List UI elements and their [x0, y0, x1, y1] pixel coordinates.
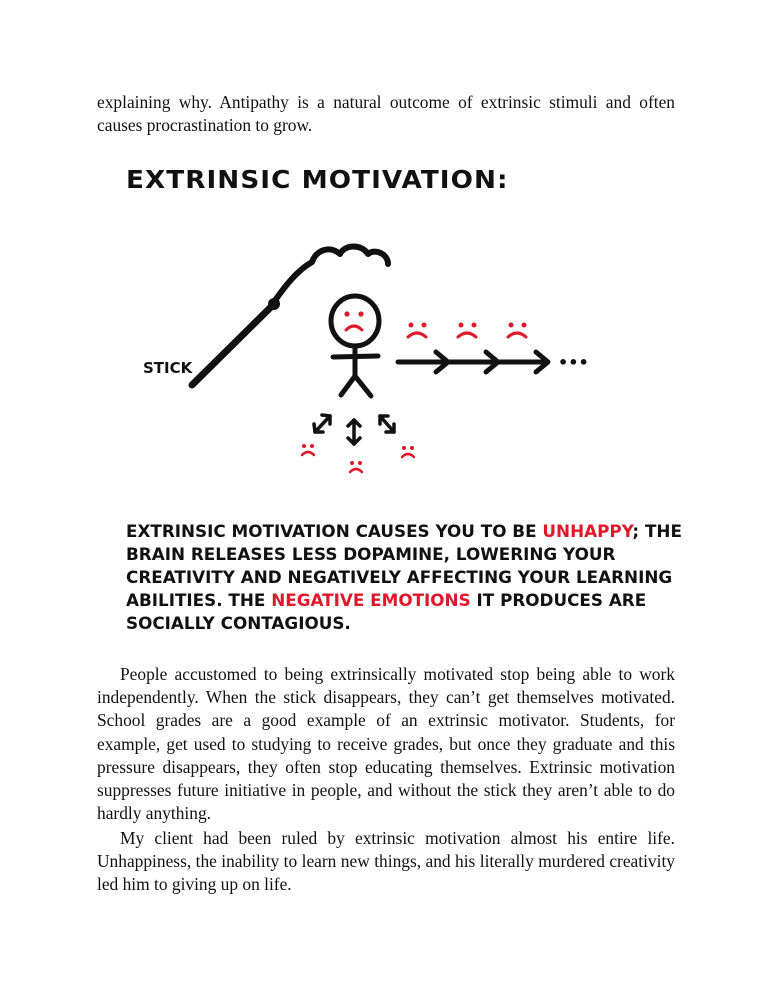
paragraph-top: explaining why. Antipathy is a natural outcome of extrinsic stimuli and often causes procrastination to grow. [97, 92, 675, 136]
sad-face-icon [458, 323, 477, 338]
stick-figure [331, 296, 379, 396]
caption-text: IT PRODUCES ARE SOCIALLY CONTAGIOUS. [126, 590, 647, 633]
ellipsis: ••• [558, 353, 589, 372]
sad-face-icon [350, 461, 362, 472]
sad-face-icon [402, 446, 414, 457]
caption-text: EXTRINSIC MOTIVATION CAUSES YOU TO BE [126, 521, 543, 541]
stick-drawing [192, 247, 388, 386]
paragraph-last: My client had been ruled by extrinsic motivation almost his entire life. Unhappiness, the inability to learn new things, and his literally murdered creativity led him to giving up on life. [97, 828, 675, 895]
sad-face-icon [302, 444, 314, 455]
stick-label: STICK [143, 359, 193, 377]
spread-arrows [314, 415, 394, 444]
caption-highlight-negative-emotions: NEGATIVE EMOTIONS [271, 590, 471, 610]
illustration-caption [126, 520, 686, 635]
sad-face-icon [508, 323, 527, 338]
caption-text: ; THE BRAIN RELEASES LESS DOPAMINE, LOWERING YOUR CREATIVITY AND NEGATIVELY AFFECTING YOUR LEARNING ABILITIES. THE [126, 521, 682, 610]
paragraph-middle: People accustomed to being extrinsically motivated stop being able to work independently. When the stick disappears, they can’t get themselves motivated. School grades are a good example of an extrinsic motivator. Students, for example, get used to studying to receive grades, but once they graduate and this pressure disappears, they often stop educating themselves. Extrinsic motivation suppresses future initiative in people, and without the stick they aren’t able to do hardly anything. [97, 664, 675, 824]
caption-highlight-unhappy: UNHAPPY [542, 521, 633, 541]
sad-face-icon [344, 311, 363, 330]
sad-face-icon [408, 323, 427, 338]
illustration-title: EXTRINSIC MOTIVATION: [126, 165, 509, 194]
arrow-chain [398, 352, 548, 372]
